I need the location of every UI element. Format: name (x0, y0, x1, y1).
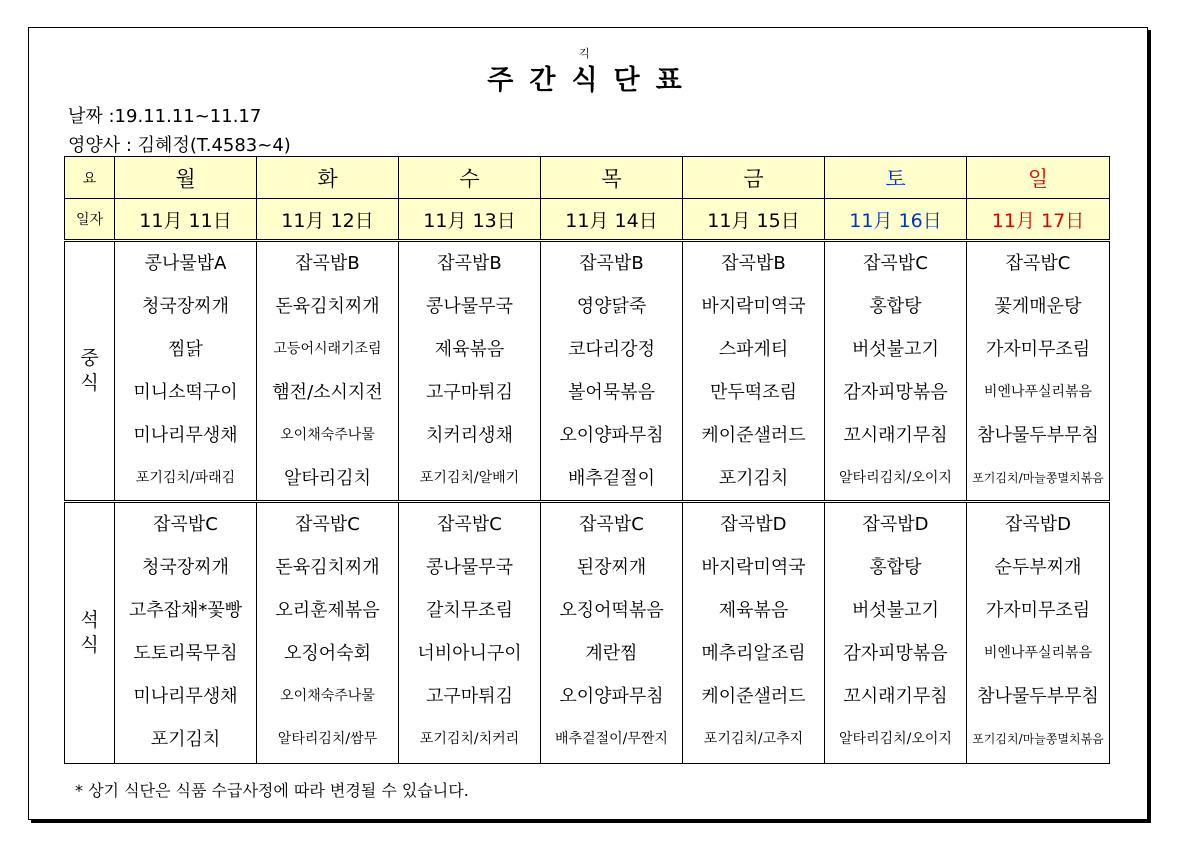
menu-item: 꽃게매운탕 (994, 296, 1082, 317)
menu-item: 잡곡밥D (862, 514, 929, 535)
menu-item: 콩나물무국 (426, 557, 513, 578)
menu-item: 홍합탕 (869, 296, 922, 317)
menu-item: 케이준샐러드 (701, 686, 806, 707)
date-fri: 11月 15日 (683, 199, 825, 241)
title-mark: 긱 (579, 47, 590, 60)
menu-item: 미니소떡구이 (133, 382, 238, 403)
menu-item: 잡곡밥C (295, 514, 360, 535)
weekday-sun: 일 (967, 157, 1110, 199)
date-wed: 11月 13日 (399, 199, 541, 241)
menu-item: 배추겉절이 (568, 468, 655, 489)
menu-item: 알타리김치 (284, 468, 371, 489)
menu-item: 제육볶음 (718, 600, 789, 621)
menu-item: 잡곡밥C (437, 514, 502, 535)
menu-item: 영양닭죽 (576, 296, 647, 317)
menu-item: 햄전/소시지전 (272, 382, 383, 403)
menu-item: 잡곡밥C (153, 514, 218, 535)
menu-item: 청국장찌개 (142, 296, 229, 317)
menu-item: 된장찌개 (576, 557, 647, 578)
menu-item: 잡곡밥B (721, 253, 786, 274)
menu-item: 케이준샐러드 (701, 425, 806, 446)
menu-item: 비엔나푸실리볶음 (983, 384, 1093, 400)
date-row (65, 199, 1110, 241)
menu-item: 스파게티 (718, 339, 789, 360)
weekday-thu: 목 (541, 157, 683, 199)
date-range: 날짜 :19.11.11~11.17 (68, 106, 262, 127)
menu-item: 홍합탕 (869, 557, 922, 578)
menu-item: 오리훈제볶음 (275, 600, 380, 621)
menu-item: 포기김치/마늘쫑멸치볶음 (972, 732, 1104, 746)
lunch-tue (257, 241, 399, 502)
menu-item: 너비아니구이 (417, 643, 522, 664)
menu-item: 제육볶음 (434, 339, 505, 360)
menu-item: 버섯불고기 (852, 339, 939, 360)
date-mon: 11月 11日 (115, 199, 257, 241)
dinner-sun (967, 502, 1110, 764)
weekday-wed: 수 (399, 157, 541, 199)
menu-item: 배추겉절이/무짠지 (555, 731, 668, 747)
menu-item: 잡곡밥B (579, 253, 644, 274)
menu-item: 포기김치/마늘쫑멸치볶음 (972, 471, 1104, 485)
dinner-sat (825, 502, 967, 764)
weekday-sat: 토 (825, 157, 967, 199)
footnote: * 상기 식단은 식품 수급사정에 따라 변경될 수 있습니다. (75, 781, 469, 800)
menu-item: 잡곡밥B (437, 253, 502, 274)
menu-item: 감자피망볶음 (843, 382, 948, 403)
weekly-menu-table (64, 156, 1110, 764)
weekday-fri: 금 (683, 157, 825, 199)
menu-item: 고구마튀김 (426, 382, 513, 403)
menu-item: 볼어묵볶음 (568, 382, 655, 403)
menu-item: 알타리김치/오이지 (839, 731, 952, 747)
menu-item: 바지락미역국 (701, 557, 806, 578)
dinner-wed (399, 502, 541, 764)
lunch-label-text: 중식 (80, 347, 99, 394)
menu-item: 돈육김치찌개 (275, 296, 380, 317)
menu-item: 도토리묵무침 (133, 643, 238, 664)
weekday-label: 요 (65, 157, 115, 199)
lunch-mon (115, 241, 257, 502)
menu-item: 잡곡밥B (295, 253, 360, 274)
menu-item: 미나리무생채 (133, 686, 238, 707)
menu-item: 고등어시래기조림 (273, 341, 382, 357)
weekday-tue: 화 (257, 157, 399, 199)
menu-item: 고구마튀김 (426, 686, 513, 707)
menu-item: 오이채숙주나물 (280, 427, 375, 443)
menu-item: 포기김치/고추지 (703, 731, 804, 747)
lunch-label (65, 241, 115, 502)
menu-item: 잡곡밥C (1005, 253, 1071, 274)
menu-item: 코다리강정 (568, 339, 655, 360)
dinner-row (65, 502, 1110, 764)
menu-item: 콩나물무국 (426, 296, 513, 317)
menu-item: 잡곡밥D (720, 514, 787, 535)
menu-item: 오징어숙회 (284, 643, 371, 664)
menu-item: 오이양파무침 (559, 686, 664, 707)
menu-item: 포기김치/파래김 (135, 470, 236, 486)
menu-item: 가자미무조림 (985, 600, 1091, 621)
weekday-mon: 월 (115, 157, 257, 199)
menu-item: 포기김치 (150, 729, 221, 750)
dinner-thu (541, 502, 683, 764)
menu-item: 감자피망볶음 (843, 643, 948, 664)
menu-item: 알타리김치/쌈무 (277, 731, 378, 747)
menu-item: 순두부찌개 (994, 557, 1082, 578)
date-sat: 11月 16日 (825, 199, 967, 241)
menu-item: 포기김치/알배기 (419, 470, 520, 486)
menu-item: 꼬시래기무침 (843, 686, 948, 707)
date-tue: 11月 12日 (257, 199, 399, 241)
lunch-sun (967, 241, 1110, 502)
menu-item: 오이채숙주나물 (280, 688, 375, 704)
menu-item: 청국장찌개 (142, 557, 229, 578)
menu-item: 포기김치/치커리 (419, 731, 520, 747)
dinner-mon (115, 502, 257, 764)
menu-item: 꼬시래기무침 (843, 425, 948, 446)
menu-item: 미나리무생채 (133, 425, 238, 446)
date-sun: 11月 17日 (967, 199, 1110, 241)
lunch-fri (683, 241, 825, 502)
menu-item: 포기김치 (718, 468, 789, 489)
menu-item: 알타리김치/오이지 (839, 470, 952, 486)
menu-item: 돈육김치찌개 (275, 557, 380, 578)
page-title: 주간식단표 (487, 65, 698, 96)
menu-item: 만두떡조림 (710, 382, 797, 403)
menu-item: 갈치무조림 (426, 600, 513, 621)
dinner-fri (683, 502, 825, 764)
dinner-tue (257, 502, 399, 764)
dinner-label (65, 502, 115, 764)
lunch-thu (541, 241, 683, 502)
menu-item: 치커리생채 (426, 425, 513, 446)
dinner-label-text: 석식 (80, 609, 99, 656)
menu-item: 오이양파무침 (559, 425, 664, 446)
menu-item: 가자미무조림 (985, 339, 1091, 360)
menu-item: 참나물두부무침 (977, 686, 1099, 707)
menu-item: 잡곡밥D (1004, 514, 1072, 535)
menu-item: 오징어떡볶음 (559, 600, 664, 621)
menu-item: 참나물두부무침 (977, 425, 1099, 446)
menu-item: 잡곡밥C (579, 514, 644, 535)
lunch-wed (399, 241, 541, 502)
weekday-row (65, 157, 1110, 199)
menu-item: 콩나물밥A (144, 253, 227, 274)
menu-item: 버섯불고기 (852, 600, 939, 621)
date-label: 일자 (65, 199, 115, 241)
lunch-sat (825, 241, 967, 502)
menu-item: 메추리알조림 (701, 643, 806, 664)
menu-item: 바지락미역국 (701, 296, 806, 317)
menu-item: 찜닭 (168, 339, 203, 360)
menu-item: 고추잡채*꽃빵 (128, 600, 243, 621)
menu-item: 비엔나푸실리볶음 (983, 645, 1093, 661)
lunch-row (65, 241, 1110, 502)
menu-item: 잡곡밥C (863, 253, 928, 274)
date-thu: 11月 14日 (541, 199, 683, 241)
menu-item: 계란찜 (585, 643, 638, 664)
nutritionist-info: 영양사 : 김혜정(T.4583~4) (68, 135, 291, 156)
